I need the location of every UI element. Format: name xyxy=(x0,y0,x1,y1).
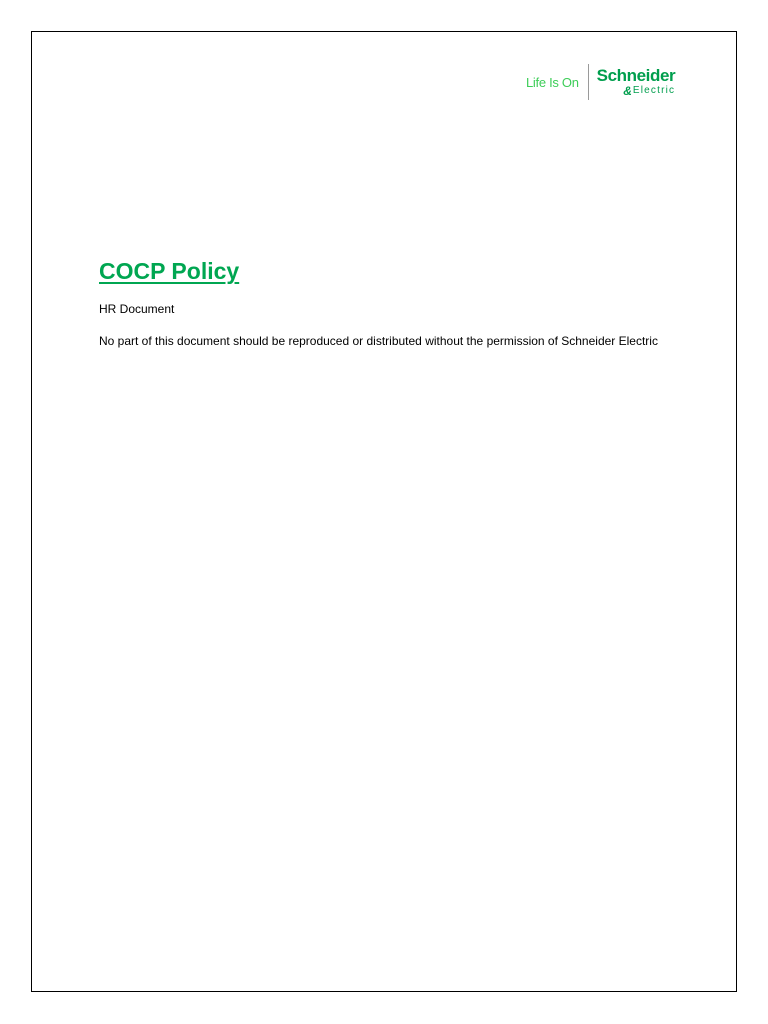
company-logo xyxy=(526,62,675,102)
brand-subtitle xyxy=(623,85,675,97)
logo-tagline: Life Is On xyxy=(526,74,579,90)
brand-wordmark xyxy=(597,67,676,97)
logo-divider xyxy=(588,64,589,100)
copyright-notice: No part of this document should be reproduced or distributed without the permission of Schneider Electric xyxy=(99,334,658,348)
brand-mark-icon: & xyxy=(623,84,632,98)
brand-name: Schneider xyxy=(596,66,676,85)
document-subtitle: HR Document xyxy=(99,302,175,316)
document-title: COCP Policy xyxy=(99,258,240,284)
brand-sub-text: Electric xyxy=(632,85,676,96)
document-page xyxy=(31,31,737,992)
